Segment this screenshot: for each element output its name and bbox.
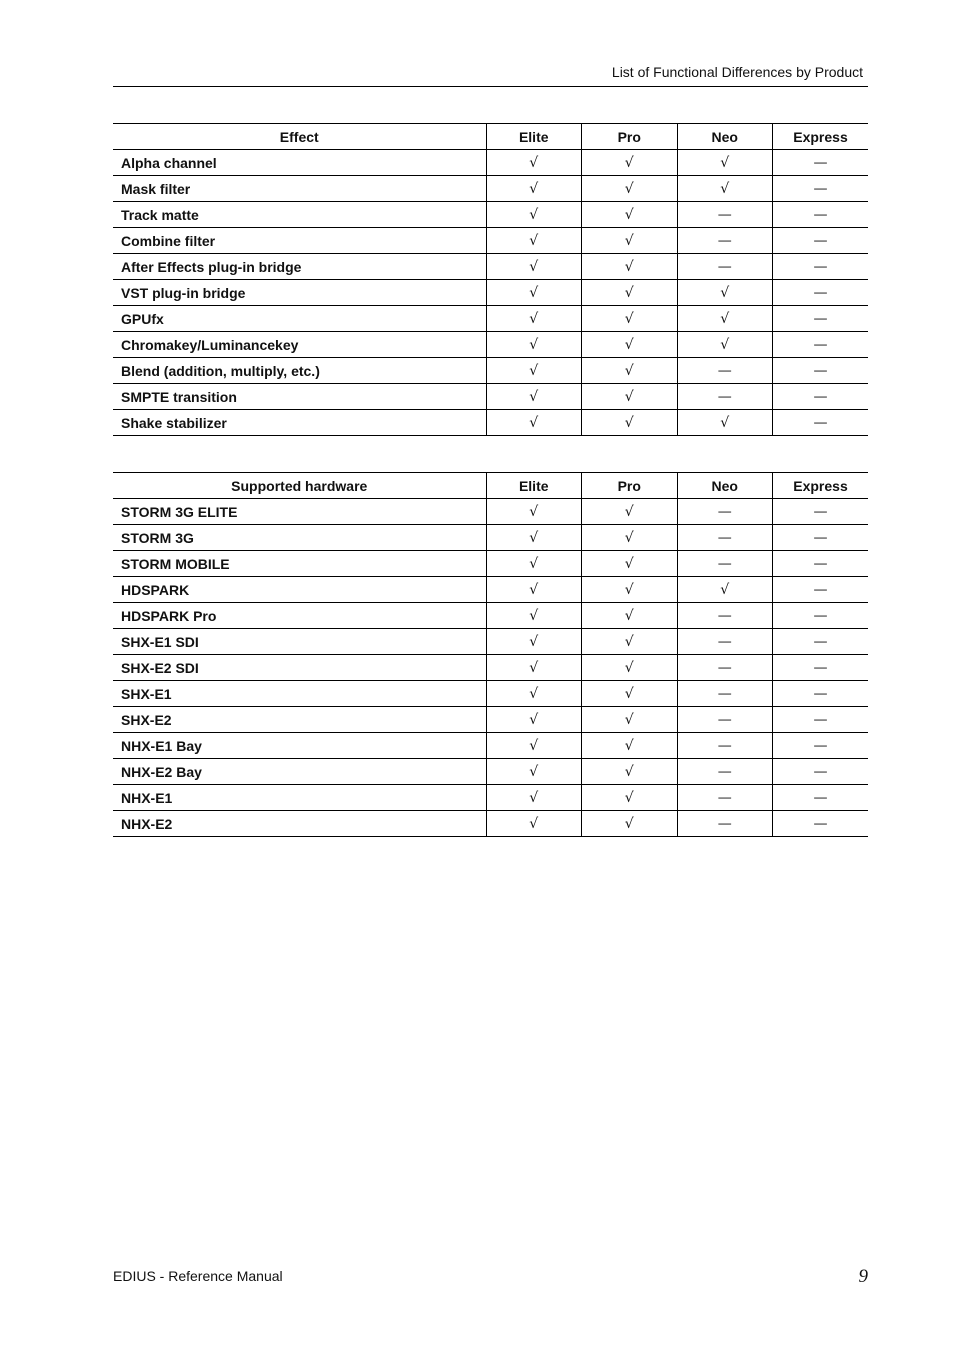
- availability-mark: √: [582, 332, 678, 358]
- table-row: [113, 410, 868, 436]
- availability-mark: √: [486, 358, 582, 384]
- table-row: [113, 733, 868, 759]
- running-header: List of Functional Differences by Product: [611, 64, 863, 80]
- availability-mark: √: [582, 707, 678, 733]
- availability-mark: —: [773, 150, 869, 176]
- table-row: [113, 150, 868, 176]
- table-row: [113, 280, 868, 306]
- availability-mark: —: [773, 785, 869, 811]
- availability-mark: √: [486, 681, 582, 707]
- availability-mark: √: [582, 280, 678, 306]
- table-row: [113, 176, 868, 202]
- availability-mark: —: [773, 525, 869, 551]
- row-label: Blend (addition, multiply, etc.): [113, 358, 486, 384]
- availability-mark: √: [582, 410, 678, 436]
- table-row: [113, 603, 868, 629]
- availability-mark: —: [773, 228, 869, 254]
- table-row: [113, 707, 868, 733]
- header-rule: [113, 86, 868, 87]
- table-row: [113, 811, 868, 837]
- availability-mark: √: [582, 551, 678, 577]
- availability-mark: —: [773, 202, 869, 228]
- row-label: NHX-E1: [113, 785, 486, 811]
- table-row: [113, 384, 868, 410]
- table-row: [113, 759, 868, 785]
- availability-mark: √: [582, 202, 678, 228]
- row-label: Track matte: [113, 202, 486, 228]
- availability-mark: √: [582, 577, 678, 603]
- row-label: GPUfx: [113, 306, 486, 332]
- availability-mark: √: [486, 759, 582, 785]
- column-header: Supported hardware: [113, 473, 486, 499]
- availability-mark: √: [486, 202, 582, 228]
- table-row: [113, 499, 868, 525]
- availability-mark: —: [773, 280, 869, 306]
- table-row: [113, 306, 868, 332]
- availability-mark: —: [677, 525, 773, 551]
- availability-mark: √: [582, 228, 678, 254]
- availability-mark: —: [773, 681, 869, 707]
- availability-mark: √: [582, 785, 678, 811]
- column-header: Pro: [582, 473, 678, 499]
- table-row: [113, 629, 868, 655]
- availability-mark: √: [486, 332, 582, 358]
- row-label: HDSPARK Pro: [113, 603, 486, 629]
- column-header: Effect: [113, 124, 486, 150]
- availability-mark: —: [773, 384, 869, 410]
- availability-mark: √: [582, 525, 678, 551]
- availability-mark: √: [677, 150, 773, 176]
- availability-mark: √: [582, 150, 678, 176]
- availability-mark: √: [677, 176, 773, 202]
- availability-mark: —: [677, 358, 773, 384]
- availability-mark: √: [486, 603, 582, 629]
- availability-mark: —: [773, 629, 869, 655]
- hardware-table: [113, 472, 868, 837]
- availability-mark: —: [677, 629, 773, 655]
- availability-mark: —: [773, 358, 869, 384]
- availability-mark: —: [677, 733, 773, 759]
- availability-mark: —: [773, 759, 869, 785]
- availability-mark: —: [773, 410, 869, 436]
- table-row: [113, 525, 868, 551]
- availability-mark: —: [773, 254, 869, 280]
- row-label: SHX-E2: [113, 707, 486, 733]
- availability-mark: —: [773, 603, 869, 629]
- availability-mark: √: [677, 332, 773, 358]
- availability-mark: —: [773, 733, 869, 759]
- availability-mark: —: [677, 655, 773, 681]
- availability-mark: √: [486, 306, 582, 332]
- column-header: Elite: [486, 124, 582, 150]
- availability-mark: —: [773, 306, 869, 332]
- column-header: Neo: [677, 473, 773, 499]
- availability-mark: —: [677, 551, 773, 577]
- row-label: Alpha channel: [113, 150, 486, 176]
- row-label: HDSPARK: [113, 577, 486, 603]
- row-label: Mask filter: [113, 176, 486, 202]
- availability-mark: √: [582, 358, 678, 384]
- availability-mark: √: [486, 577, 582, 603]
- availability-mark: —: [677, 785, 773, 811]
- availability-mark: —: [773, 707, 869, 733]
- column-header: Elite: [486, 473, 582, 499]
- row-label: STORM 3G: [113, 525, 486, 551]
- availability-mark: √: [582, 499, 678, 525]
- availability-mark: √: [486, 551, 582, 577]
- availability-mark: √: [486, 629, 582, 655]
- availability-mark: √: [486, 655, 582, 681]
- row-label: Combine filter: [113, 228, 486, 254]
- table-row: [113, 202, 868, 228]
- availability-mark: √: [486, 228, 582, 254]
- table-row: [113, 551, 868, 577]
- availability-mark: √: [486, 525, 582, 551]
- table-row: [113, 228, 868, 254]
- availability-mark: √: [486, 410, 582, 436]
- availability-mark: —: [677, 811, 773, 837]
- availability-mark: √: [486, 254, 582, 280]
- availability-mark: —: [677, 681, 773, 707]
- availability-mark: —: [773, 499, 869, 525]
- availability-mark: √: [582, 655, 678, 681]
- availability-mark: —: [773, 577, 869, 603]
- effects-table-body: [113, 150, 868, 436]
- row-label: STORM MOBILE: [113, 551, 486, 577]
- hardware-header-row: [113, 473, 868, 499]
- availability-mark: —: [677, 384, 773, 410]
- table-row: [113, 785, 868, 811]
- availability-mark: √: [582, 811, 678, 837]
- row-label: SMPTE transition: [113, 384, 486, 410]
- availability-mark: —: [677, 254, 773, 280]
- table-row: [113, 577, 868, 603]
- availability-mark: —: [677, 499, 773, 525]
- availability-mark: —: [773, 332, 869, 358]
- availability-mark: √: [486, 733, 582, 759]
- row-label: NHX-E2 Bay: [113, 759, 486, 785]
- row-label: NHX-E1 Bay: [113, 733, 486, 759]
- availability-mark: √: [582, 681, 678, 707]
- availability-mark: —: [773, 655, 869, 681]
- page-number: 9: [858, 1266, 868, 1287]
- availability-mark: —: [773, 176, 869, 202]
- row-label: SHX-E1: [113, 681, 486, 707]
- column-header: Express: [773, 124, 869, 150]
- availability-mark: —: [773, 811, 869, 837]
- availability-mark: √: [582, 733, 678, 759]
- row-label: STORM 3G ELITE: [113, 499, 486, 525]
- availability-mark: √: [486, 811, 582, 837]
- footer-manual-title: EDIUS - Reference Manual: [113, 1268, 283, 1284]
- availability-mark: √: [677, 577, 773, 603]
- effects-header-row: [113, 124, 868, 150]
- availability-mark: √: [582, 176, 678, 202]
- row-label: SHX-E2 SDI: [113, 655, 486, 681]
- availability-mark: —: [677, 228, 773, 254]
- table-row: [113, 332, 868, 358]
- availability-mark: √: [582, 759, 678, 785]
- availability-mark: √: [677, 280, 773, 306]
- availability-mark: —: [677, 603, 773, 629]
- availability-mark: √: [582, 629, 678, 655]
- row-label: Shake stabilizer: [113, 410, 486, 436]
- availability-mark: √: [486, 384, 582, 410]
- availability-mark: —: [677, 707, 773, 733]
- table-row: [113, 655, 868, 681]
- row-label: VST plug-in bridge: [113, 280, 486, 306]
- row-label: SHX-E1 SDI: [113, 629, 486, 655]
- availability-mark: —: [773, 551, 869, 577]
- availability-mark: √: [582, 306, 678, 332]
- hardware-table-body: [113, 499, 868, 837]
- availability-mark: √: [486, 280, 582, 306]
- availability-mark: √: [486, 499, 582, 525]
- availability-mark: √: [582, 603, 678, 629]
- table-row: [113, 254, 868, 280]
- column-header: Neo: [677, 124, 773, 150]
- availability-mark: √: [486, 150, 582, 176]
- row-label: Chromakey/Luminancekey: [113, 332, 486, 358]
- availability-mark: √: [677, 306, 773, 332]
- availability-mark: √: [677, 410, 773, 436]
- table-row: [113, 358, 868, 384]
- availability-mark: —: [677, 202, 773, 228]
- column-header: Express: [773, 473, 869, 499]
- column-header: Pro: [582, 124, 678, 150]
- availability-mark: —: [677, 759, 773, 785]
- row-label: After Effects plug-in bridge: [113, 254, 486, 280]
- availability-mark: √: [582, 384, 678, 410]
- effects-table: [113, 123, 868, 436]
- availability-mark: √: [582, 254, 678, 280]
- availability-mark: √: [486, 176, 582, 202]
- row-label: NHX-E2: [113, 811, 486, 837]
- availability-mark: √: [486, 707, 582, 733]
- table-row: [113, 681, 868, 707]
- availability-mark: √: [486, 785, 582, 811]
